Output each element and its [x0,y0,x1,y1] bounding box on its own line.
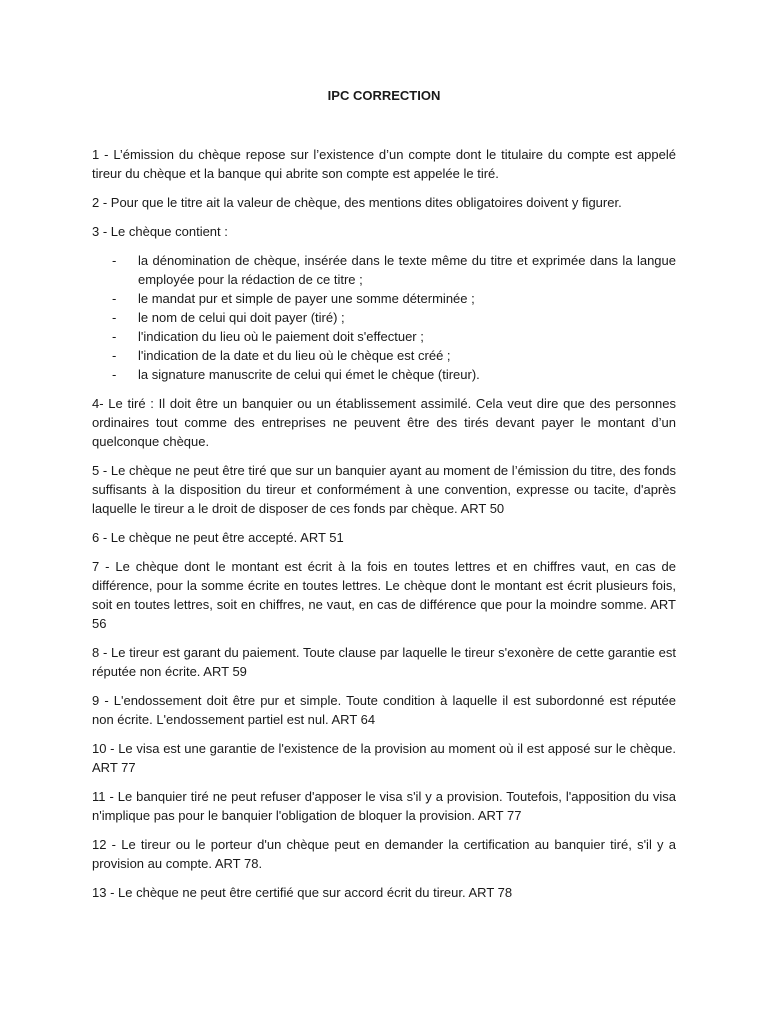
paragraph-7: 7 - Le chèque dont le montant est écrit à la fois en toutes lettres et en chiffres vaut, en cas de différence, pour la somme écrite en toutes lettres. Le chèque dont le montant est écrit plusieurs fois, soit en toutes lettres, soit en chiffres, ne vaut, en cas de différence que pour la moindre somme. ART 56 [92,559,676,631]
list-dash: - [112,348,117,363]
paragraph-8: 8 - Le tireur est garant du paiement. Toute clause par laquelle le tireur s'exonère de cette garantie est réputée non écrite. ART 59 [92,645,676,679]
paragraph-1: 1 - L’émission du chèque repose sur l’existence d’un compte dont le titulaire du compte est appelé tireur du chèque et la banque qui abrite son compte est appelée le tiré. [92,147,676,181]
mandatory-mentions-list [92,251,676,384]
paragraph-12: 12 - Le tireur ou le porteur d'un chèque peut en demander la certification au banquier tiré, s'il y a provision au compte. ART 78. [92,837,676,871]
list-item: - le nom de celui qui doit payer (tiré) ; [112,310,345,325]
paragraph-11: 11 - Le banquier tiré ne peut refuser d'apposer le visa s'il y a provision. Toutefois, l'apposition du visa n'implique pas pour le banquier l'obligation de bloquer la provision. ART 77 [92,789,676,823]
paragraph-9: 9 - L'endossement doit être pur et simple. Toute condition à laquelle il est subordonné est réputée non écrite. L'endossement partiel est nul. ART 64 [92,693,676,727]
list-dash: - [112,310,117,325]
list-item: - la dénomination de chèque, insérée dans le texte même du titre et exprimée dans la langue employée pour la rédaction de ce titre ; [112,253,676,287]
paragraph-5: 5 - Le chèque ne peut être tiré que sur un banquier ayant au moment de l’émission du titre, des fonds suffisants à la disposition du tireur et conformément à une convention, expresse ou tacite, d'après laquelle le tireur a le droit de disposer de ces fonds par chèque. ART 50 [92,463,676,516]
list-dash: - [112,291,117,306]
list-item: - la signature manuscrite de celui qui émet le chèque (tireur). [112,367,480,382]
paragraph-13: 13 - Le chèque ne peut être certifié que sur accord écrit du tireur. ART 78 [92,885,513,900]
paragraph-3: 3 - Le chèque contient : [92,224,228,239]
list-dash: - [112,329,117,344]
list-item: - l'indication du lieu où le paiement doit s'effectuer ; [112,329,424,344]
list-dash: - [112,367,117,382]
list-item: - l'indication de la date et du lieu où le chèque est créé ; [112,348,451,363]
page-title: IPC CORRECTION [327,88,441,103]
paragraph-2: 2 - Pour que le titre ait la valeur de chèque, des mentions dites obligatoires doivent y figurer. [92,195,622,210]
list-item: - le mandat pur et simple de payer une somme déterminée ; [112,291,475,306]
paragraph-6: 6 - Le chèque ne peut être accepté. ART 51 [92,530,344,545]
paragraph-4: 4- Le tiré : Il doit être un banquier ou un établissement assimilé. Cela veut dire que des personnes ordinaires tout comme des entreprises ne peuvent être des tirés devant payer le montant d’un quelconque chèque. [92,396,676,449]
list-dash: - [112,253,117,268]
paragraph-10: 10 - Le visa est une garantie de l'existence de la provision au moment où il est apposé sur le chèque. ART 77 [92,741,676,775]
